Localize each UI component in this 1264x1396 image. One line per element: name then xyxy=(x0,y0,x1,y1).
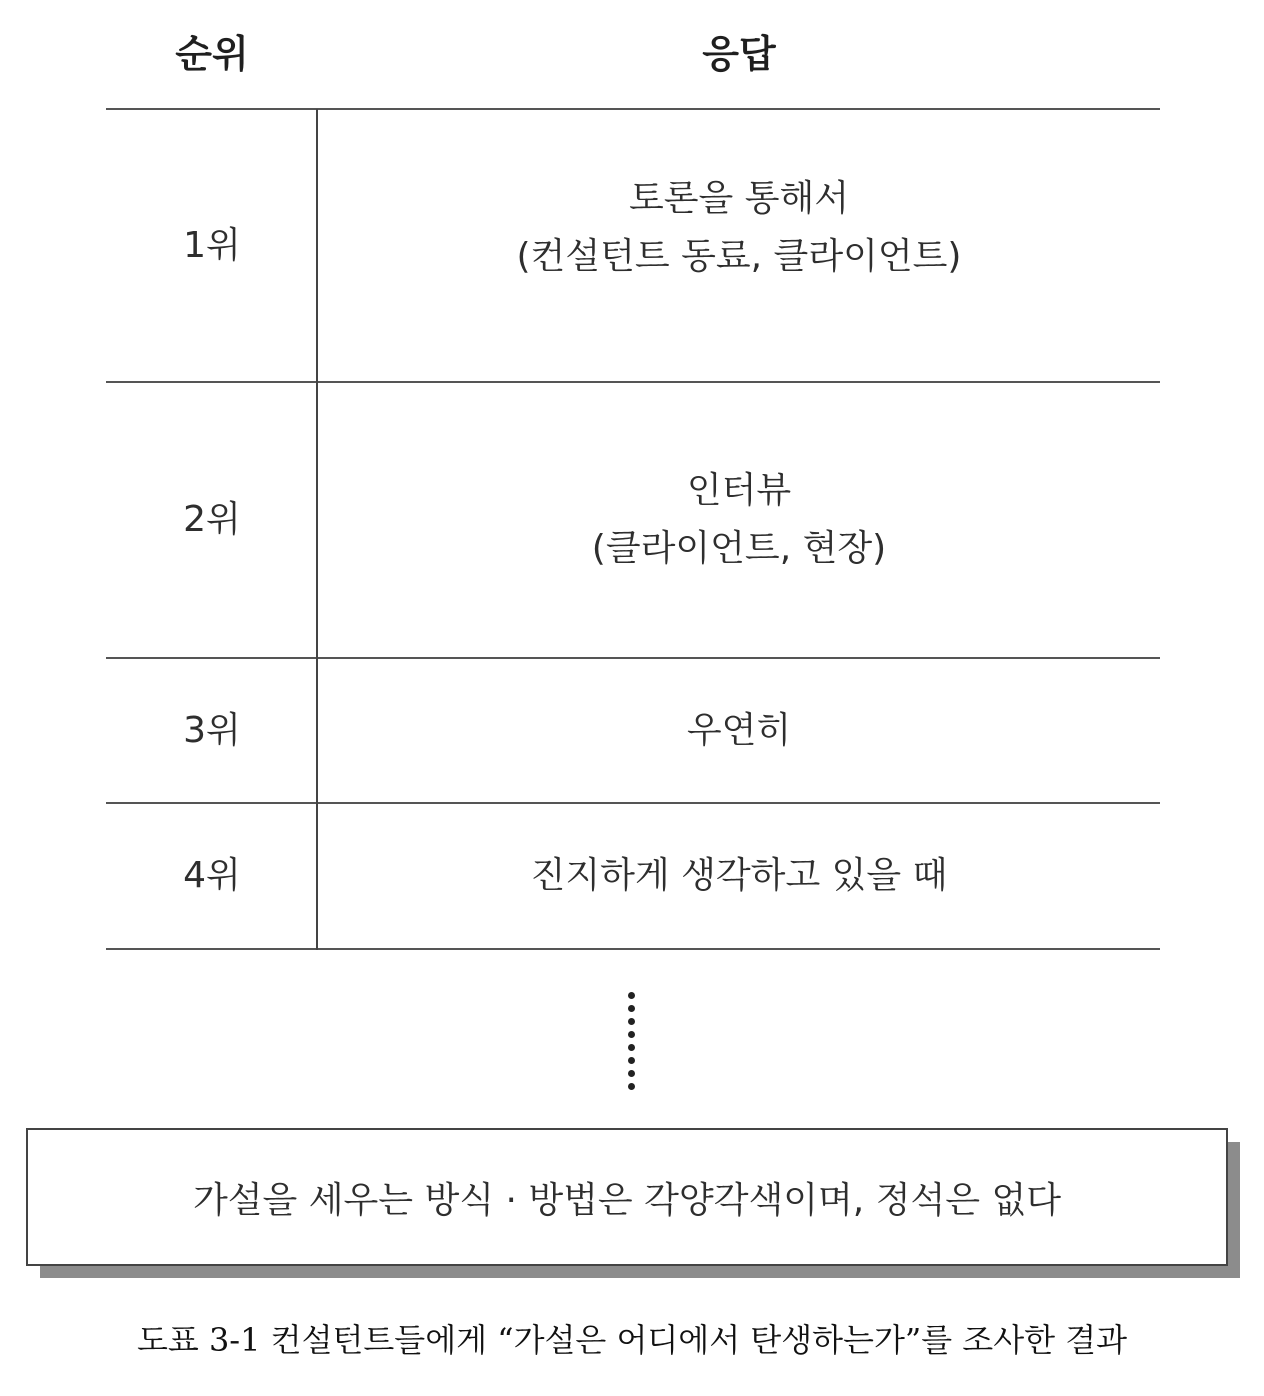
conclusion-note xyxy=(26,1128,1228,1266)
response-cell-4 xyxy=(318,804,1160,948)
ellipsis-dot xyxy=(628,992,635,999)
conclusion-text: 가설을 세우는 방식 · 방법은 각양각색이며, 정석은 없다 xyxy=(192,1179,1062,1221)
vertical-ellipsis xyxy=(628,992,636,1092)
header-response: 응답 xyxy=(702,32,776,76)
ellipsis-dot xyxy=(628,1083,635,1090)
header-rank: 순위 xyxy=(175,32,249,76)
rank-cell-3: 3위 xyxy=(183,709,241,751)
response-cell-1 xyxy=(318,110,1160,381)
ellipsis-dot xyxy=(628,1044,635,1051)
figure-caption: 도표 3-1 컨설턴트들에게 “가설은 어디에서 탄생하는가”를 조사한 결과 xyxy=(136,1321,1128,1359)
rank-cell-4: 4위 xyxy=(183,855,241,896)
response-cell-2 xyxy=(318,383,1160,657)
ellipsis-dot xyxy=(628,1005,635,1012)
response-text: 토론을 통해서 xyxy=(628,177,850,219)
response-subtext: (컨설턴트 동료, 클라이언트) xyxy=(516,235,962,277)
response-text: 우연히 xyxy=(686,709,792,751)
ellipsis-dot xyxy=(628,1031,635,1038)
response-text: 진지하게 생각하고 있을 때 xyxy=(530,855,948,896)
ellipsis-dot xyxy=(628,1070,635,1077)
response-subtext: (클라이언트, 현장) xyxy=(591,528,887,569)
rank-cell-1: 1위 xyxy=(183,224,241,266)
table-divider xyxy=(106,948,1160,950)
ellipsis-dot xyxy=(628,1018,635,1025)
response-cell-3 xyxy=(318,659,1160,802)
rank-cell-2: 2위 xyxy=(183,499,241,540)
response-text: 인터뷰 xyxy=(686,470,792,511)
ellipsis-dot xyxy=(628,1057,635,1064)
